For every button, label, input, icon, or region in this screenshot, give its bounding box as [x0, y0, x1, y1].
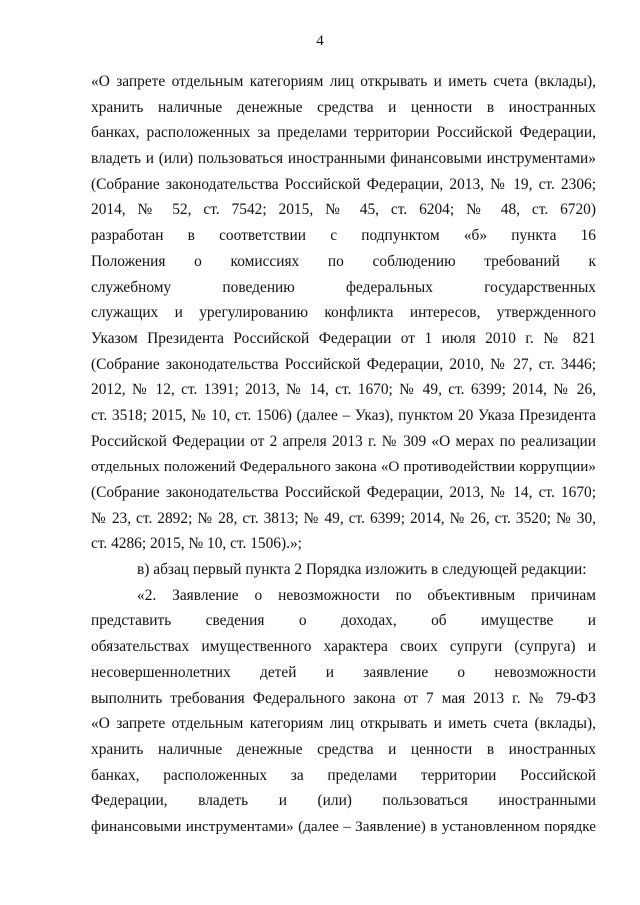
text-line: (Собрание законодательства Российской Федерации, 2013, № 19, ст. 2306;	[91, 175, 596, 193]
text-line: № 23, ст. 2892; № 28, ст. 3813; № 49, ст. 6399; 2014, № 26, ст. 3520; № 30,	[91, 509, 596, 527]
text-line: в) абзац первый пункта 2 Порядка изложить в следующей редакции:	[137, 561, 587, 579]
page-number: 4	[316, 33, 324, 49]
text-line: служебному поведению федеральных государственных	[91, 278, 596, 296]
text-line: 2014, № 52, ст. 7542; 2015, № 45, ст. 6204; № 48, ст. 6720)	[91, 201, 596, 219]
text-line: «О запрете отдельным категориям лиц открывать и иметь счета (вклады),	[91, 715, 596, 733]
text-line: «О запрете отдельным категориям лиц открывать и иметь счета (вклады),	[91, 73, 596, 90]
text-line: владеть и (или) пользоваться иностранными финансовыми инструментами»	[91, 150, 596, 168]
body-text	[91, 69, 596, 840]
text-line: Положения о комиссиях по соблюдению требований к	[91, 252, 596, 270]
text-line: ст. 4286; 2015, № 10, ст. 1506).»;	[91, 535, 302, 553]
text-line: обязательствах имущественного характера своих супруги (супруга) и	[91, 638, 596, 656]
text-line: банках, расположенных за пределами территории Российской Федерации,	[91, 124, 596, 142]
text-line: Российской Федерации от 2 апреля 2013 г. № 309 «О мерах по реализации	[91, 432, 596, 450]
text-line: банках, расположенных за пределами территории Российской	[91, 766, 596, 784]
text-line: представить сведения о доходах, об имуществе и	[91, 612, 596, 630]
text-line: (Собрание законодательства Российской Федерации, 2010, № 27, ст. 3446;	[91, 355, 596, 373]
text-line: хранить наличные денежные средства и ценности в иностранных	[91, 740, 596, 758]
text-line: выполнить требования Федерального закона от 7 мая 2013 г. № 79-ФЗ	[91, 689, 596, 707]
text-line: (Собрание законодательства Российской Федерации, 2013, № 14, ст. 1670;	[91, 484, 596, 501]
text-line: служащих и урегулированию конфликта интересов, утвержденного	[91, 304, 596, 322]
text-line: финансовыми инструментами» (далее – Заявление) в установленном порядке	[91, 817, 596, 835]
text-line: отдельных положений Федерального закона «О противодействии коррупции»	[91, 458, 596, 476]
text-line: несовершеннолетних детей и заявление о невозможности	[91, 663, 596, 681]
text-line: разработан в соответствии с подпунктом «б» пункта 16	[91, 227, 596, 245]
text-line: хранить наличные денежные средства и ценности в иностранных	[91, 98, 596, 116]
text-line: Федерации, владеть и (или) пользоваться иностранными	[91, 792, 596, 810]
text-line: «2. Заявление о невозможности по объективным причинам	[137, 586, 596, 604]
text-line: Указом Президента Российской Федерации от 1 июля 2010 г. № 821	[91, 329, 596, 347]
text-line: ст. 3518; 2015, № 10, ст. 1506) (далее – Указ), пунктом 20 Указа Президента	[91, 406, 596, 424]
text-line: 2012, № 12, ст. 1391; 2013, № 14, ст. 1670; № 49, ст. 6399; 2014, № 26,	[91, 381, 596, 399]
